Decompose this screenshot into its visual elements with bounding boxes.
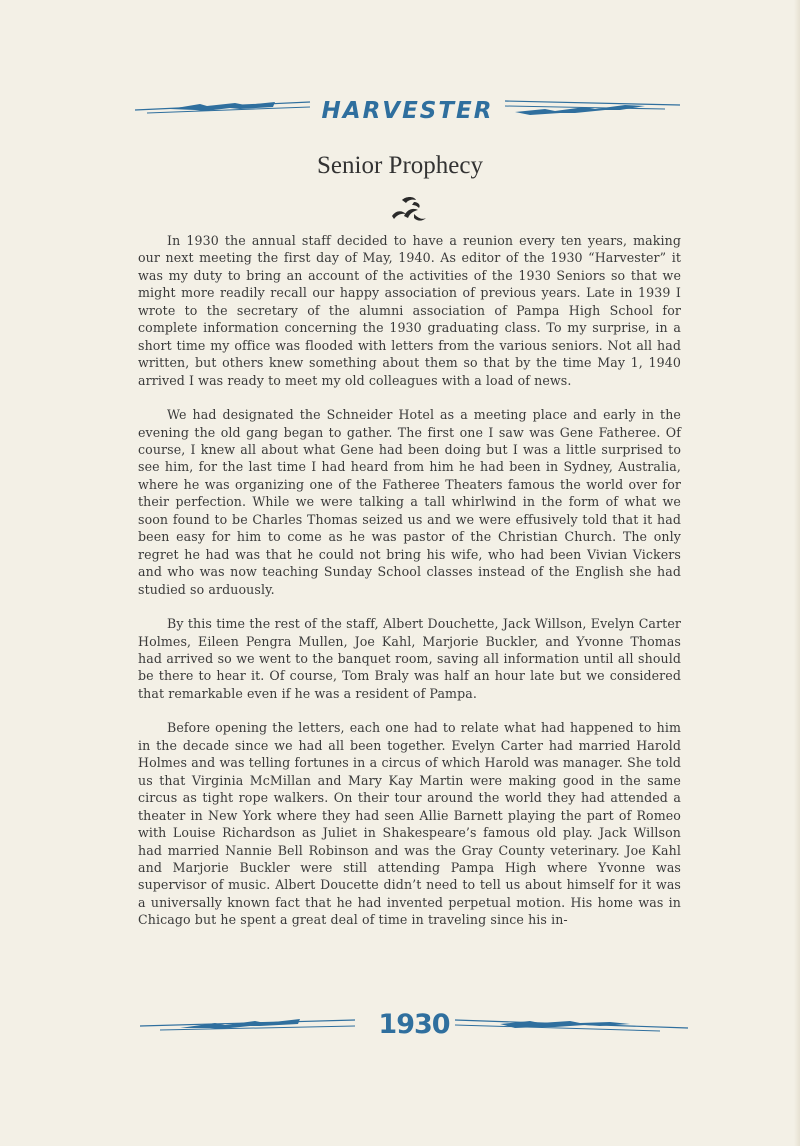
footer-year: 1930 xyxy=(378,1009,450,1040)
paragraph: By this time the rest of the staff, Albert Douchette, Jack Willson, Evelyn Carter Holmes, Eileen Pengra Mullen, Joe Kahl, Marjorie Buckler, and Yvonne Thomas had arrived so we went to the banquet room, saving all information until all should be there to hear it. Of course, Tom Braly was half an hour late but we considered that remarkable even if he was a resident of Pampa. xyxy=(138,616,681,701)
paragraph: In 1930 the annual staff decided to have a reunion every ten years, making our next meeting the first day of May, 1940. As editor of the 1930 “Harvester” it was my duty to bring an account of the activities of the 1930 Seniors so that we might more readily recall our happy association of previous years. Late in 1939 I wrote to the secretary of the alumni association of Pampa High School for complete information concerning the 1930 graduating class. To my surprise, in a short time my office was flooded with letters from the various seniors. Not all had written, but others knew something about them so that by the time May 1, 1940 arrived I was ready to meet my old colleagues with a load of news. xyxy=(138,233,681,388)
header-title: HARVESTER xyxy=(321,98,494,124)
article-body xyxy=(138,232,681,946)
page-footer xyxy=(140,1006,688,1046)
paragraph: Before opening the letters, each one had to relate what had happened to him in the decade since we had all been together. Evelyn Carter had married Harold Holmes and was telling fortunes in a circus of which Harold was manager. She told us that Virginia McMillan and Mary Kay Martin were making good in the same circus as tight rope walkers. On their tour around the world they had attended a theater in New York where they had seen Allie Barnett playing the part of Romeo with Louise Richardson as Juliet in Shakespeare’s famous old play. Jack Willson had married Nannie Bell Robinson and was the Gray County veterinary. Joe Kahl and Marjorie Buckler were still attending Pampa High where Yvonne was supervisor of music. Albert Doucette didn’t need to tell us about himself for it was a universally known fact that he had invented perpetual motion. His home was in Chicago but he spent a great deal of time in traveling since his in- xyxy=(138,720,681,928)
page-header xyxy=(135,92,680,132)
floral-ornament-icon xyxy=(388,194,428,228)
paragraph: We had designated the Schneider Hotel as a meeting place and early in the evening the old gang began to gather. The first one I saw was Gene Fatheree. Of course, I knew all about what Gene had been doing but I was a little surprised to see him, for the last time I had heard from him he had been in Sydney, Australia, where he was organizing one of the Fatheree Theaters famous the world over for their perfection. While we were talking a tall whirlwind in the form of what we soon found to be Charles Thomas seized us and we were effusively told that it had been easy for him to come as he was pastor of the Christian Church. The only regret he had was that he could not bring his wife, who had been Vivian Vickers and who was now teaching Sunday School classes instead of the English she had studied so arduously. xyxy=(138,407,681,597)
page-title: Senior Prophecy xyxy=(317,152,483,179)
